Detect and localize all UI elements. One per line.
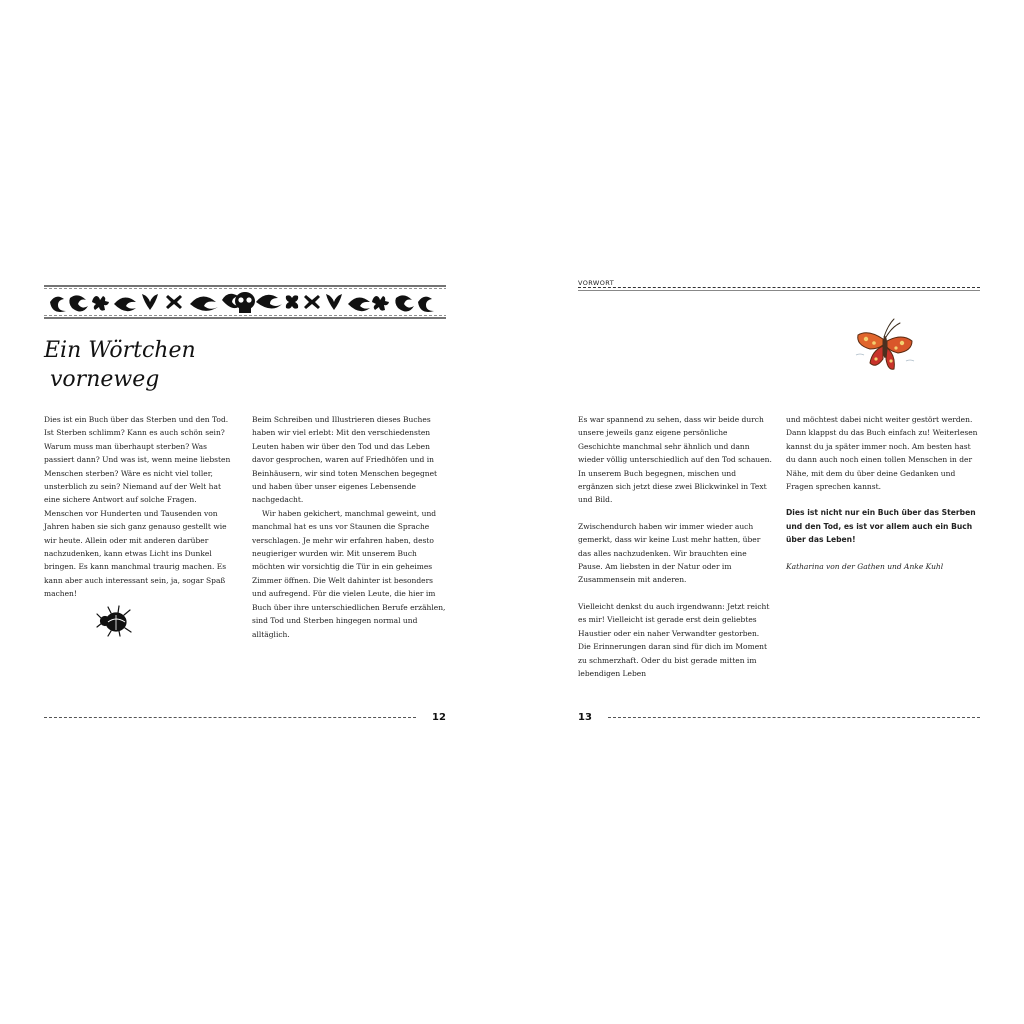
- right-column-2: [786, 413, 980, 573]
- page-number: 13: [578, 712, 592, 723]
- paragraph: Vielleicht denkst du auch irgendwann: Jetzt reicht es mir! Vielleicht ist gerade erst dein geliebtes Haustier oder ein naher Verwandter gestorben. Die Erinnerungen daran sind für dich im Moment zu schmerzhaft. Oder du bist gerade mitten im lebendigen Leben: [578, 601, 770, 678]
- butterfly-icon: [850, 315, 920, 381]
- running-head: VORWORT: [578, 279, 615, 287]
- paragraph: Zwischendurch haben wir immer wieder auch gemerkt, dass wir keine Lust mehr hatten, über das alles nachzudenken. Wir brauchten eine Pause. Am liebsten in der Natur oder im Zusammensein mit anderen.: [578, 521, 761, 585]
- title-line-2: vorneweg: [50, 367, 160, 392]
- right-column-1: [578, 413, 772, 680]
- paragraph: Dies ist ein Buch über das Sterben und den Tod. Ist Sterben schlimm? Kann es auch schön sein? Warum muss man überhaupt sterben? Was passiert dann? Und was ist, wenn meine liebsten Menschen sterben? Wäre es nicht viel toller, unsterblich zu sein? Niemand auf der Welt hat eine sichere Antwort auf solche Fragen. Menschen vor Hunderten und Tausenden von Jahren haben sie sich ganz genauso gestellt wie wir heute. Allein oder mit anderen darüber nachzudenken, kann etwas Licht ins Dunkel bringen. Es kann manchmal traurig machen. Es kann aber auch interessant sein, ja, sogar Spaß machen!: [44, 415, 231, 599]
- footer-rule: [44, 717, 416, 718]
- left-column-2: [252, 413, 446, 641]
- beetle-icon: [94, 603, 134, 637]
- footer-rule: [608, 717, 980, 718]
- paragraph: und möchtest dabei nicht weiter gestört werden. Dann klappst du das Buch einfach zu! Weiterlesen kannst du ja später immer noch. Am besten hast du dann auch noch einen tollen Menschen in der Nähe, mit dem du über deine Gedanken und Fragen sprechen kannst.: [786, 415, 978, 492]
- paragraph: Beim Schreiben und Illustrieren dieses Buches haben wir viel erlebt: Mit den verschiedensten Leuten haben wir über den Tod und das Leben davor gesprochen, waren auf Friedhöfen und in Beinhäusern, wir sind toten Menschen begegnet und haben über unser eigenes Lebensende nachgedacht.: [252, 415, 438, 505]
- page-number: 12: [432, 712, 446, 723]
- paragraph: Wir haben gekichert, manchmal geweint, und manchmal hat es uns vor Staunen die Sprache verschlagen. Je mehr wir erfahren haben, desto neugieriger wurden wir. Mit unserem Buch möchten wir vorsichtig die Tür in ein geheimes Zimmer öffnen. Die Welt dahinter ist besonders und aufregend. Für die vielen Leute, die hier im Buch über ihre unterschiedlichen Berufe erzählen, sind Tod und Sterben hingegen normal und alltäglich.: [252, 508, 446, 639]
- bold-statement: Dies ist nicht nur ein Buch über das Sterben und den Tod, es ist vor allem auch ein Buch über das Leben!: [786, 508, 976, 545]
- signature: Katharina von der Gathen und Anke Kuhl: [786, 561, 944, 571]
- page-title: [44, 336, 304, 394]
- header-rule: [578, 290, 980, 291]
- title-line-1: Ein Wörtchen: [44, 338, 196, 363]
- right-page: [512, 0, 1024, 1024]
- paragraph: Es war spannend zu sehen, dass wir beide durch unsere jeweils ganz eigene persönliche Geschichte manchmal sehr ähnlich und dann wieder völlig unterschiedlich auf den Tod schauen. In unserem Buch begegnen, mischen und ergänzen sich jetzt diese zwei Blickwinkel in Text und Bild.: [578, 415, 772, 505]
- header-rule: [578, 287, 980, 288]
- ornament-band-icon: [44, 284, 446, 320]
- left-column-1: [44, 413, 238, 601]
